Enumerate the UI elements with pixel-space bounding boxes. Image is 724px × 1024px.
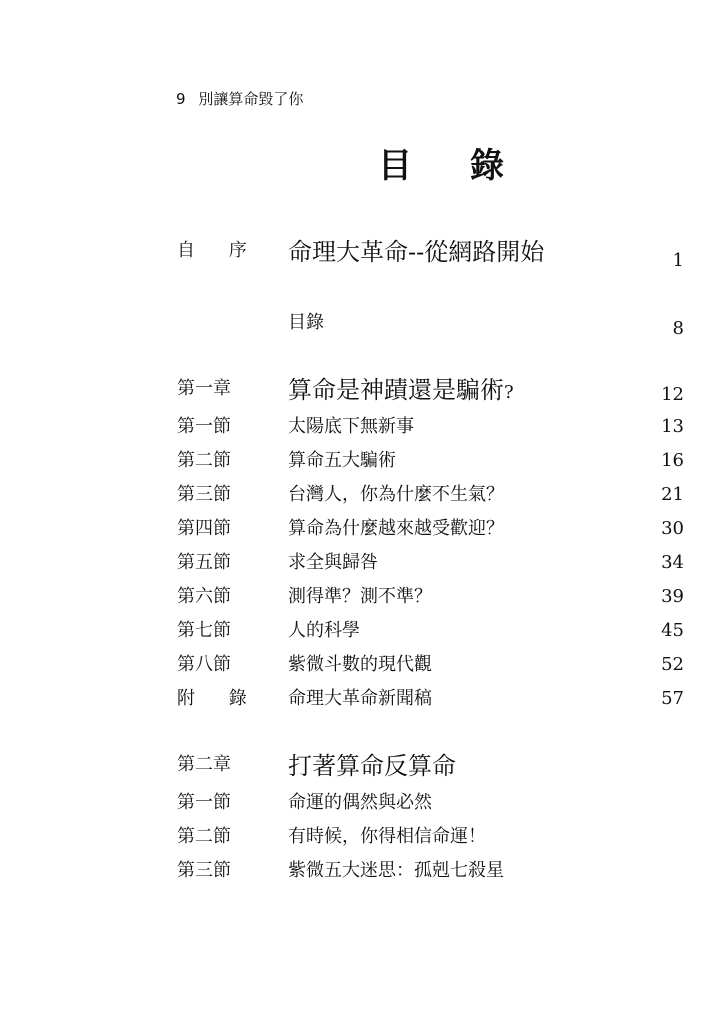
toc-row-chapter-1[interactable] [0, 374, 724, 404]
chapter-1-page: 12 [661, 384, 684, 405]
chapter-1-label: 第一章 [177, 378, 231, 399]
section-title: 命運的偶然與必然 [288, 792, 432, 813]
preface-page: 1 [672, 250, 684, 271]
section-label: 第八節 [177, 654, 231, 675]
chapter-1-title [288, 370, 514, 405]
chapter-1-title-suffix: ? [504, 382, 514, 403]
section-title: 算命為什麼越來越受歡迎？ [288, 518, 504, 539]
page-number: 9 [176, 90, 186, 108]
section-page: 45 [661, 620, 684, 641]
toc-row-section[interactable] [0, 412, 724, 442]
toc-row-section[interactable] [0, 650, 724, 680]
appendix-page: 57 [661, 688, 684, 709]
toc-row-appendix[interactable] [0, 684, 724, 714]
toc-row-section[interactable] [0, 616, 724, 646]
section-label: 第二節 [177, 450, 231, 471]
section-page: 30 [661, 518, 684, 539]
toc-row-contents[interactable] [0, 308, 724, 338]
toc-row-section[interactable] [0, 446, 724, 476]
section-title: 台灣人，你為什麼不生氣？ [288, 484, 504, 505]
contents-page: 8 [672, 318, 684, 339]
section-label: 第二節 [177, 826, 231, 847]
section-label: 第五節 [177, 552, 231, 573]
section-title: 太陽底下無新事 [288, 416, 414, 437]
toc-row-section[interactable] [0, 582, 724, 612]
toc-row-preface[interactable] [0, 236, 724, 271]
chapter-2-label: 第二章 [177, 754, 231, 775]
section-page: 34 [661, 552, 684, 573]
toc-title: 目錄 [378, 146, 562, 186]
section-page: 21 [661, 484, 684, 505]
toc-row-chapter-2[interactable] [0, 750, 724, 780]
section-label: 第四節 [177, 518, 231, 539]
running-head [176, 88, 303, 109]
toc-row-section[interactable] [0, 514, 724, 544]
section-label: 第六節 [177, 586, 231, 607]
section-page: 13 [661, 416, 684, 437]
section-title: 有時候，你得相信命運！ [288, 826, 486, 847]
appendix-label: 附 錄 [177, 688, 261, 709]
section-label: 第三節 [177, 860, 231, 881]
chapter-1-title-text: 算命是神蹟還是騙術 [288, 376, 504, 404]
appendix-title: 命理大革命新聞稿 [288, 688, 432, 709]
section-label: 第一節 [177, 792, 231, 813]
toc-row-section[interactable] [0, 788, 724, 818]
section-title: 人的科學 [288, 620, 360, 641]
toc-row-section[interactable] [0, 480, 724, 510]
preface-title: 命理大革命--從網路開始 [288, 238, 545, 266]
preface-label: 自 序 [177, 240, 261, 261]
toc-row-section[interactable] [0, 822, 724, 852]
toc-row-section[interactable] [0, 548, 724, 578]
section-title: 紫微五大迷思：孤剋七殺星 [288, 860, 504, 881]
section-label: 第一節 [177, 416, 231, 437]
section-title: 測得準？測不準？ [288, 586, 432, 607]
section-title: 紫微斗數的現代觀 [288, 654, 432, 675]
section-page: 39 [661, 586, 684, 607]
book-title: 別讓算命毀了你 [198, 90, 304, 108]
toc-row-section[interactable] [0, 856, 724, 886]
section-title: 求全與歸咎 [288, 552, 378, 573]
section-page: 16 [661, 450, 684, 471]
section-page: 52 [661, 654, 684, 675]
section-title: 算命五大騙術 [288, 450, 396, 471]
contents-title: 目錄 [288, 312, 324, 333]
section-label: 第七節 [177, 620, 231, 641]
section-label: 第三節 [177, 484, 231, 505]
chapter-2-title: 打著算命反算命 [288, 752, 456, 780]
